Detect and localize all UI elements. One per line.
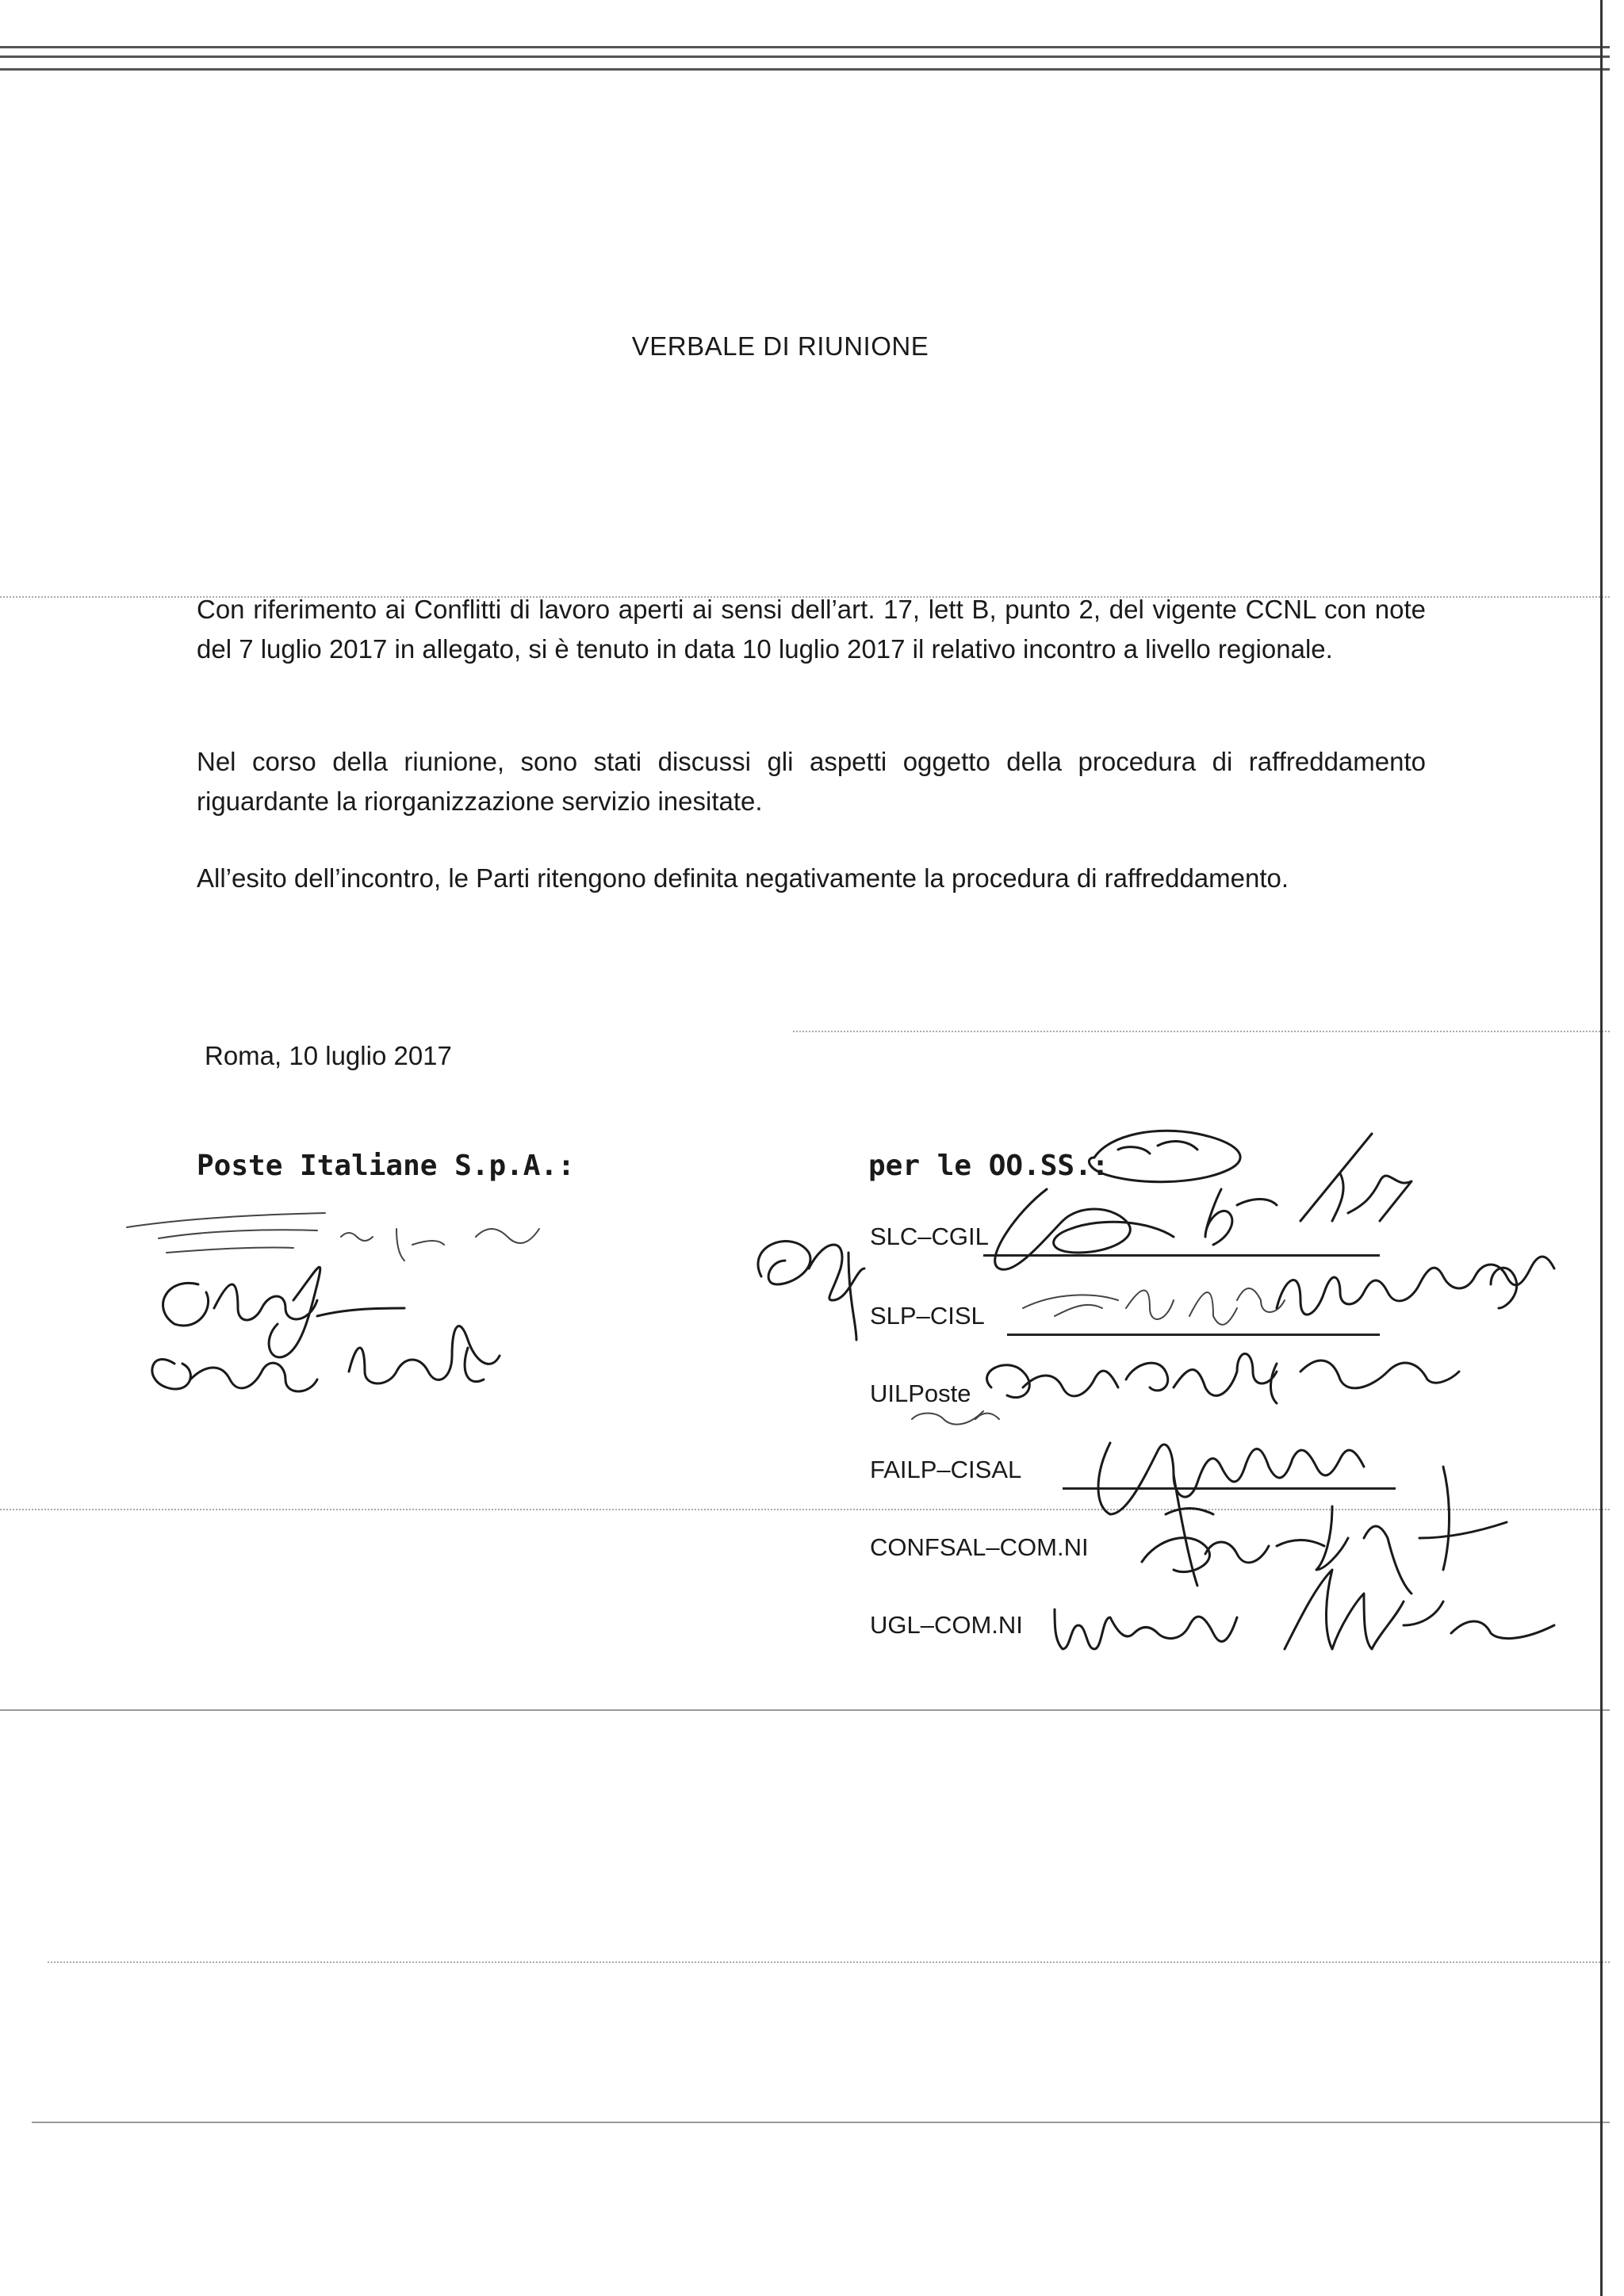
scan-artefact-line [793, 1031, 1610, 1032]
scan-artefact-line [32, 2122, 1610, 2123]
company-signature-heading: Poste Italiane S.p.A.: [197, 1150, 575, 1182]
paragraph-conflicts: Con riferimento ai Conflitti di lavoro aperti ai sensi dell’art. 17, lett B, punto 2, del vigente CCNL con note del 7 luglio 2017 in allegato, si è tenuto in data 10 luglio 2017 il relativo incontro a livello regionale. [197, 595, 1426, 664]
scan-right-edge [1600, 0, 1603, 2296]
unions-signature-heading: per le OO.SS.: [868, 1150, 1109, 1182]
scan-artefact-line [48, 1961, 1610, 1963]
company-signatures [127, 1213, 539, 1391]
scan-artefact-line [0, 1509, 1610, 1510]
paragraph-outcome: All’esito dell’incontro, le Parti ritengono definita negativamente la procedura di raffreddamento. [197, 863, 1289, 893]
signature-line [1063, 1487, 1396, 1490]
union-uilposte: UILPoste [870, 1380, 971, 1407]
paragraph-discussion: Nel corso della riunione, sono stati discussi gli aspetti oggetto della procedura di raffreddamento riguardante la riorganizzazione servizio inesitate. [197, 747, 1426, 816]
signature-line [983, 1254, 1380, 1257]
scan-artefact-line [0, 1709, 1610, 1711]
scan-top-rule [0, 46, 1610, 48]
union-confsal-comni: CONFSAL–COM.NI [870, 1533, 1089, 1561]
place-date: Roma, 10 luglio 2017 [205, 1041, 452, 1070]
union-slp-cisl: SLP–CISL [870, 1302, 985, 1330]
union-slc-cgil: SLC–CGIL [870, 1223, 989, 1250]
union-ugl-comni: UGL–COM.NI [870, 1611, 1023, 1639]
signature-line [1007, 1334, 1380, 1336]
document-title: VERBALE DI RIUNIONE [631, 331, 929, 361]
scan-top-rule-2 [0, 55, 1610, 58]
scan-top-rule-3 [0, 68, 1610, 71]
union-failp-cisal: FAILP–CISAL [870, 1456, 1022, 1483]
